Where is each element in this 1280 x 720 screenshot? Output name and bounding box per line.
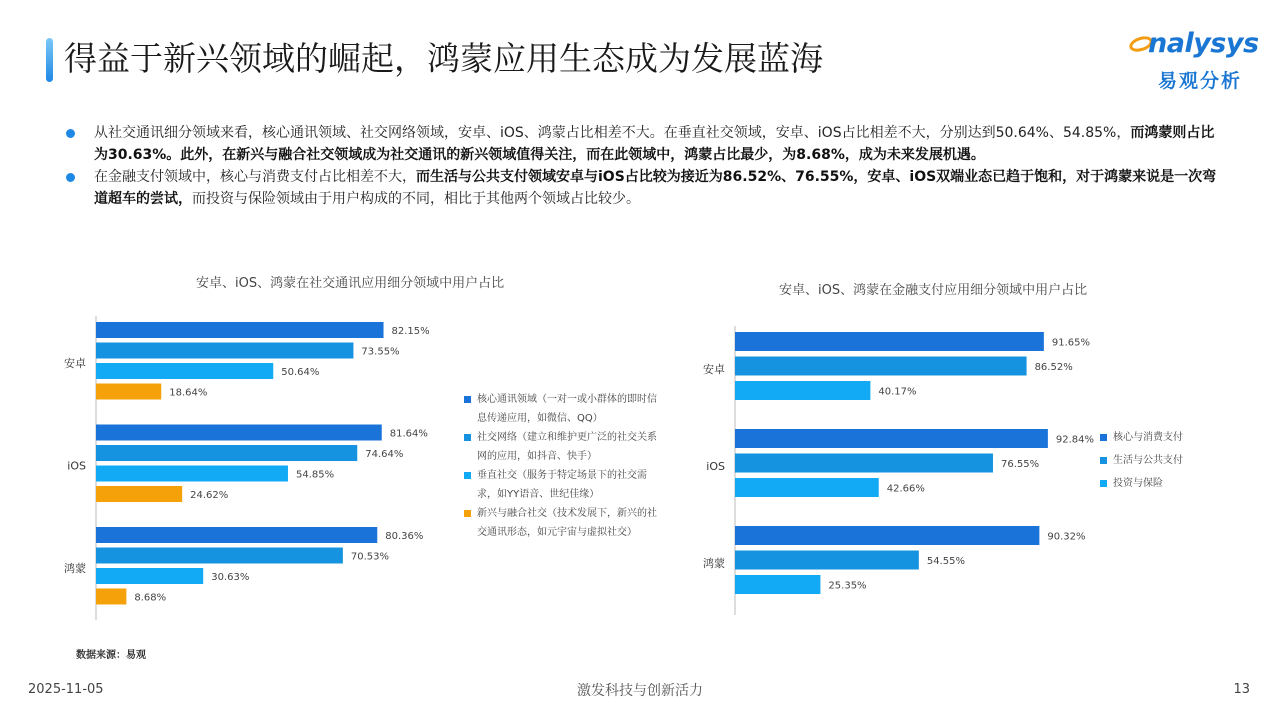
category-label: 安卓	[703, 362, 725, 376]
data-label: 54.55%	[926, 556, 965, 567]
data-label: 82.15%	[391, 326, 430, 337]
category-label: iOS	[706, 459, 725, 473]
legend-item	[1100, 451, 1220, 470]
bar	[96, 384, 161, 400]
bar	[96, 425, 382, 441]
data-label: 40.17%	[878, 386, 917, 398]
bullet-1: 从社交通讯细分领域来看，核心通讯领域、社交网络领域，安卓、iOS、鸿蒙占比相差不大。在垂直社交领域，安卓、iOS占比相差不大，分别达到50.64%、54.85%，而鸿蒙则占比为30.63%。此外，在新兴与融合社交领域成为社交通讯的新兴领域值得关注，而在此领域中，鸿蒙占比最少，为8.68%，成为未来发展机遇。	[66, 122, 1226, 166]
legend-label: 投资与保险	[1113, 478, 1163, 489]
legend-swatch-icon	[464, 396, 471, 403]
logo-text: nalysys	[1148, 28, 1259, 59]
data-label: 90.32%	[1047, 531, 1086, 543]
bar	[96, 568, 203, 584]
bullet-2: 在金融支付领域中，核心与消费支付占比相差不大，而生活与公共支付领域安卓与iOS占比较为接近为86.52%、76.55%，安卓、iOS双端业态已趋于饱和，对于鸿蒙来说是一次弯道超车的尝试，而投资与保险领域由于用户构成的不同，相比于其他两个领域占比较少。	[66, 166, 1226, 210]
bar	[96, 322, 384, 338]
bar	[96, 363, 273, 379]
chart2-legend	[1100, 428, 1220, 497]
summary-bullets	[66, 122, 1226, 210]
legend-label: 新兴与融合社交（技术发展下，新兴的社交通讯形态，如元宇宙与虚拟社交）	[477, 508, 657, 538]
legend-item	[464, 428, 664, 466]
bar	[735, 357, 1027, 376]
legend-item	[1100, 428, 1220, 447]
legend-item	[464, 504, 664, 542]
page-number: 13	[1233, 682, 1250, 697]
bar	[735, 332, 1044, 351]
bar	[735, 575, 820, 594]
bar	[96, 486, 182, 502]
data-label: 74.64%	[365, 449, 404, 460]
legend-label: 核心通讯领域（一对一或小群体的即时信息传递应用，如微信、QQ）	[477, 394, 657, 424]
bar	[96, 589, 126, 605]
data-label: 18.64%	[169, 387, 208, 399]
legend-item	[464, 390, 664, 428]
bar	[735, 478, 879, 497]
bar	[96, 527, 377, 543]
data-label: 25.35%	[828, 580, 867, 592]
logo-cn-text: 易观分析	[1158, 70, 1243, 92]
data-label: 91.65%	[1051, 337, 1091, 349]
legend-label: 社交网络（建立和维护更广泛的社交关系网的应用，如抖音、快手）	[477, 432, 657, 462]
bar	[96, 548, 343, 564]
legend-swatch-icon	[1100, 457, 1107, 464]
chart1-social-comm	[56, 310, 516, 620]
bar	[735, 526, 1039, 545]
data-label: 86.52%	[1034, 362, 1073, 373]
bar	[735, 551, 919, 570]
chart1-title: 安卓、iOS、鸿蒙在社交通讯应用细分领域中用户占比	[196, 276, 505, 291]
data-source: 数据来源：易观	[76, 650, 146, 661]
data-label: 81.64%	[389, 428, 428, 440]
legend-label: 垂直社交（服务于特定场景下的社交需求，如YY语音、世纪佳缘）	[477, 470, 647, 500]
category-label: 安卓	[64, 357, 86, 370]
bar	[96, 343, 353, 359]
legend-swatch-icon	[464, 472, 471, 479]
footer-slogan: 激发科技与创新活力	[577, 683, 703, 699]
data-label: 30.63%	[211, 572, 250, 583]
data-label: 42.66%	[886, 483, 925, 495]
title-accent-bar	[46, 38, 53, 82]
data-label: 24.62%	[190, 490, 229, 501]
legend-swatch-icon	[464, 434, 471, 441]
chart1-legend	[464, 390, 664, 542]
bar	[96, 466, 288, 482]
data-label: 50.64%	[281, 367, 320, 378]
bullet-dot-icon	[66, 173, 75, 182]
bar	[735, 454, 993, 473]
chart2-title: 安卓、iOS、鸿蒙在金融支付应用细分领域中用户占比	[779, 283, 1088, 298]
legend-label: 生活与公共支付	[1113, 455, 1183, 466]
legend-swatch-icon	[1100, 434, 1107, 441]
bar	[735, 381, 870, 400]
data-label: 80.36%	[385, 531, 424, 542]
category-label: 鸿蒙	[703, 556, 725, 570]
chart2-finance-pay	[700, 318, 1120, 618]
data-label: 76.55%	[1000, 459, 1040, 470]
data-label: 92.84%	[1055, 434, 1095, 446]
data-label: 54.85%	[295, 469, 335, 481]
analysys-logo	[1126, 28, 1258, 94]
legend-item	[1100, 474, 1220, 493]
bullet-dot-icon	[66, 129, 75, 138]
bar	[735, 429, 1048, 448]
legend-label: 核心与消费支付	[1113, 432, 1183, 443]
category-label: 鸿蒙	[64, 562, 86, 575]
legend-swatch-icon	[464, 510, 471, 517]
page-title: 得益于新兴领域的崛起，鸿蒙应用生态成为发展蓝海	[64, 39, 823, 78]
data-label: 73.55%	[361, 346, 400, 358]
footer-date: 2025-11-05	[28, 682, 104, 697]
data-label: 8.68%	[134, 592, 167, 604]
data-label: 70.53%	[350, 551, 389, 563]
category-label: iOS	[67, 459, 86, 473]
legend-swatch-icon	[1100, 480, 1107, 487]
legend-item	[464, 466, 664, 504]
bar	[96, 445, 357, 461]
